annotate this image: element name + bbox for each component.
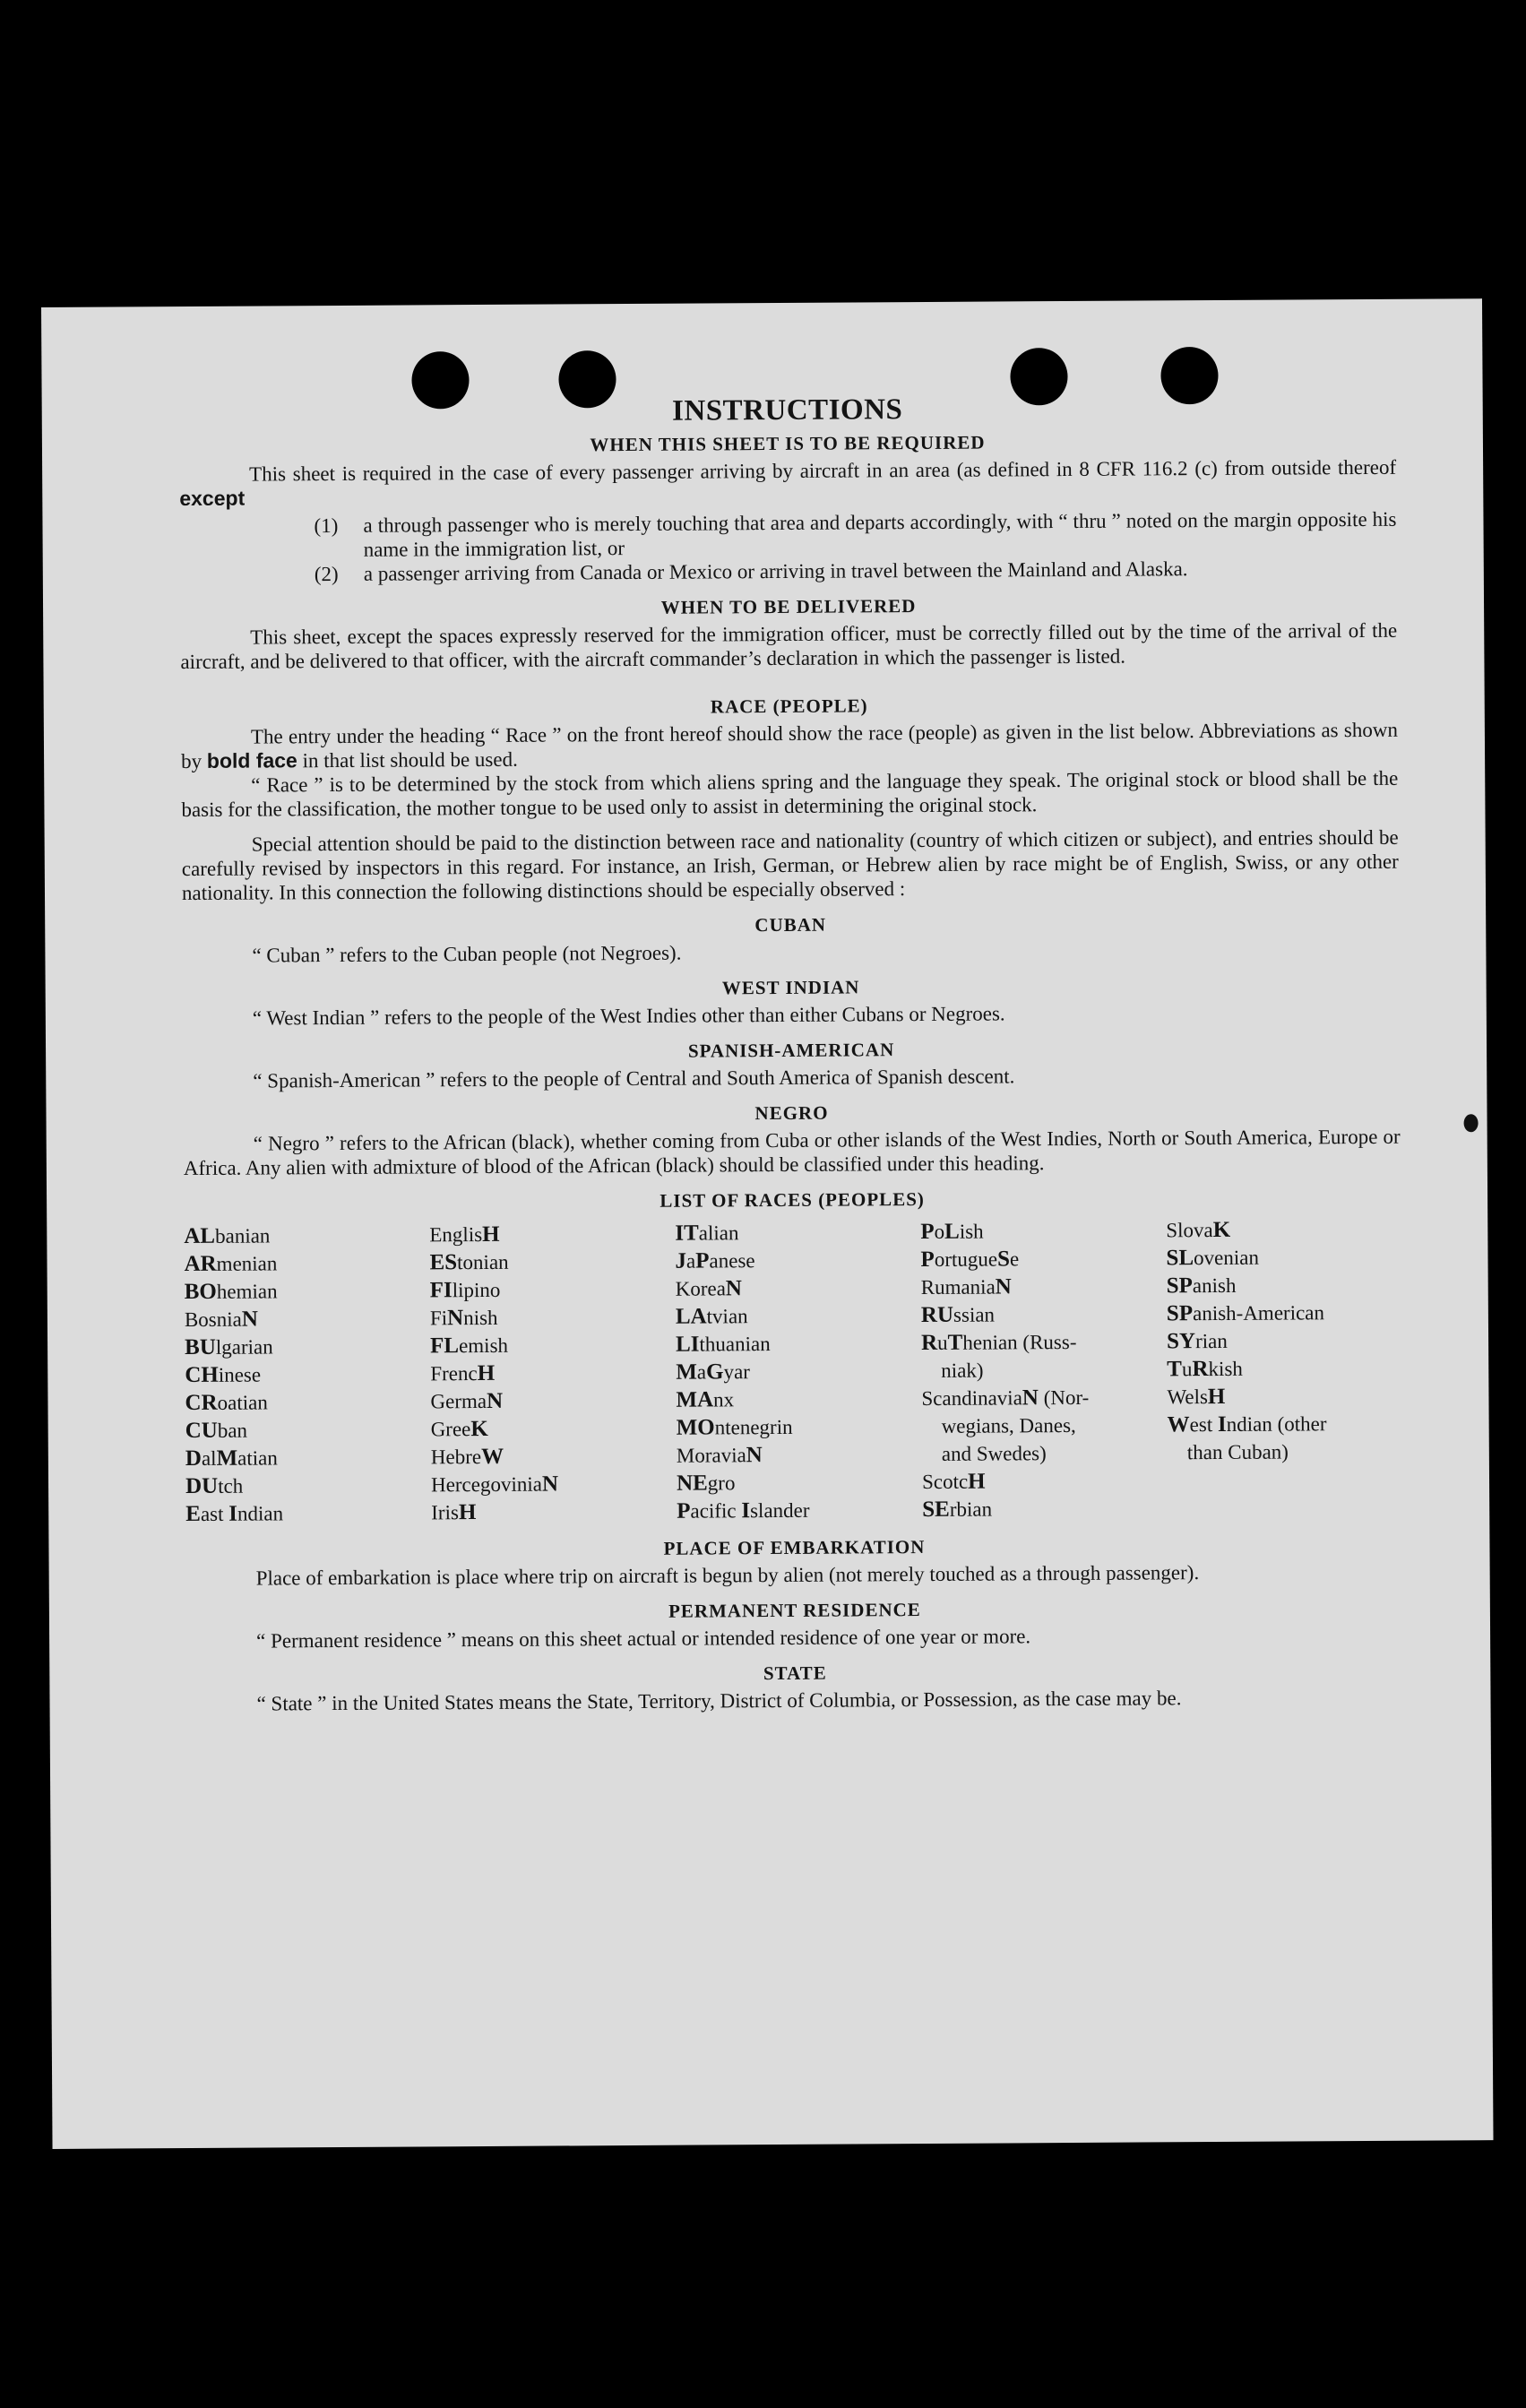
race-entry: ITalian: [675, 1221, 739, 1246]
race-column: [184, 1221, 420, 1528]
section-heading-west-indian: WEST INDIAN: [721, 976, 860, 999]
race-entry: DalMatian: [185, 1446, 278, 1472]
race-entry: HercegoviniaN: [430, 1472, 559, 1497]
race-entry: FIlipino: [429, 1278, 501, 1303]
race-entry: CUban: [185, 1418, 248, 1444]
race-paragraph-3: Special attention should be paid to the distinction between race and nationality (country of which citizen or subject), and entries should be carefully revised by inspectors in this regard. For instance, an Irish, German, or Hebrew alien by race might be of English, Swiss, or any other nationality. In this connection the following distinctions should be especially observed :: [181, 825, 1399, 905]
document-sheet: [41, 298, 1494, 2149]
race-entry: SPanish: [1166, 1273, 1237, 1299]
race-entry: JaPanese: [675, 1248, 755, 1273]
race-entry: RuThenian (Russ-: [920, 1330, 1077, 1356]
section-heading-race: RACE (PEOPLE): [710, 695, 868, 718]
when-required-intro: This sheet is required in the case of every passenger arriving by aircraft in an area (as defined in 8 CFR 116.2 (c) from outside thereof except: [179, 455, 1397, 511]
race-entry: IrisH: [431, 1500, 477, 1525]
cuban-text: “ Cuban ” refers to the Cuban people (not Negroes).: [252, 941, 682, 967]
race-entry: SPanish-American: [1166, 1301, 1325, 1326]
race-entry: BOhemian: [184, 1279, 278, 1305]
race-column: [1166, 1215, 1402, 1523]
ink-spot: [1464, 1114, 1479, 1132]
instructions-content: [179, 391, 1404, 1716]
race-entry: NEgro: [676, 1471, 736, 1496]
race-entry: LAtvian: [675, 1304, 748, 1329]
race-entry: Pacific Islander: [677, 1498, 810, 1523]
negro-text: “ Negro ” refers to the African (black), whether coming from Cuba or other islands of the West Indies, North or South America, Europe or Africa. Any alien with admixture of blood of the African (black) should be classified under this heading.: [183, 1125, 1401, 1180]
race-entry: RUssian: [920, 1302, 996, 1328]
section-heading-embarkation: PLACE OF EMBARKATION: [663, 1536, 926, 1559]
race-entry: KoreaN: [675, 1276, 743, 1301]
west-indian-text: “ West Indian ” refers to the people of the West Indies other than either Cubans or Negroes.: [252, 1002, 1005, 1030]
race-column: [920, 1216, 1157, 1523]
race-entry: GermaN: [430, 1388, 504, 1413]
race-entry: GreeK: [430, 1416, 488, 1442]
race-entry: SYrian: [1166, 1329, 1228, 1354]
race-entry: East Indian: [185, 1501, 284, 1527]
race-entry-continuation: and Swedes): [941, 1442, 1047, 1465]
race-entry: FiNnish: [429, 1306, 498, 1331]
race-entry: PoLish: [920, 1219, 984, 1245]
race-entry: BosniaN: [184, 1307, 258, 1332]
race-column: [675, 1218, 911, 1525]
race-entry: SLovenian: [1166, 1246, 1259, 1271]
race-entry: HebreW: [430, 1444, 504, 1470]
race-entry-continuation: than Cuban): [1186, 1440, 1289, 1464]
race-entry: West Indian (other: [1167, 1411, 1327, 1437]
section-heading-when-required: WHEN THIS SHEET IS TO BE REQUIRED: [590, 431, 986, 456]
exception-item: (2) a passenger arriving from Canada or Mexico or arriving in travel between the Mainland and Alaska.: [314, 557, 1188, 586]
race-entry-continuation: niak): [941, 1359, 984, 1382]
section-heading-cuban: CUBAN: [754, 913, 827, 936]
race-entry: ScotcH: [921, 1469, 986, 1494]
race-entry: SlovaK: [1166, 1217, 1231, 1243]
race-entry: ScandinaviaN (Nor-: [921, 1385, 1090, 1411]
spanish-american-text: “ Spanish-American ” refers to the people of Central and South America of Spanish descent.: [253, 1065, 1015, 1092]
section-heading-state: STATE: [763, 1661, 827, 1685]
section-heading-negro: NEGRO: [754, 1101, 829, 1125]
embarkation-text: Place of embarkation is place where trip on aircraft is begun by alien (not merely touched as a through passenger).: [255, 1561, 1200, 1590]
section-heading-list-of-races: LIST OF RACES (PEOPLES): [660, 1187, 925, 1212]
race-entry: ARmenian: [184, 1251, 278, 1277]
race-entry-continuation: wegians, Danes,: [941, 1413, 1076, 1437]
race-entry: SErbian: [922, 1497, 993, 1523]
race-entry: MAnx: [676, 1387, 735, 1412]
section-heading-spanish-american: SPANISH-AMERICAN: [687, 1039, 895, 1062]
race-paragraph-1: The entry under the heading “ Race ” on the front hereof should show the race (people) as given in the list below. Abbreviations as shown by bold face in that list should be used.: [181, 718, 1398, 773]
exception-item: (1) a through passenger who is merely touching that area and departs accordingly, with “ thru ” noted on the margin opposite his name in the immigration list, or: [314, 507, 1397, 561]
race-entry: FrencH: [430, 1360, 496, 1386]
race-entry: TuRkish: [1167, 1357, 1243, 1382]
race-entry: EStonian: [429, 1250, 509, 1275]
race-paragraph-2: “ Race ” is to be determined by the stock from which aliens spring and the language they speak. The original stock or blood shall be the basis for the classification, the mother tongue to be used only to assist in determining the original stock.: [181, 766, 1399, 822]
race-entry: WelsH: [1167, 1384, 1226, 1410]
permanent-residence-text: “ Permanent residence ” means on this sheet actual or intended residence of one year or more.: [256, 1625, 1031, 1653]
when-delivered-text: This sheet, except the spaces expressly reserved for the immigration officer, must be correctly filled out by the time of the arrival of the aircraft, and be delivered to that officer, with the aircraft commander’s declaration in which the passenger is listed.: [180, 618, 1398, 674]
race-column: [429, 1220, 666, 1527]
race-entry: EnglisH: [429, 1221, 500, 1247]
race-entry: PortugueSe: [920, 1247, 1020, 1273]
race-entry: BUlgarian: [185, 1334, 273, 1360]
race-entry: LIthuanian: [675, 1332, 771, 1357]
race-entry: MOntenegrin: [676, 1415, 793, 1440]
section-heading-when-delivered: WHEN TO BE DELIVERED: [660, 595, 917, 618]
state-text: “ State ” in the United States means the State, Territory, District of Columbia, or Possession, as the case may be.: [256, 1687, 1182, 1715]
race-entry: RumaniaN: [920, 1274, 1012, 1299]
races-list: [184, 1215, 1402, 1528]
race-entry: FLemish: [430, 1333, 509, 1359]
page-title: INSTRUCTIONS: [671, 393, 903, 427]
race-entry: CHinese: [185, 1362, 262, 1388]
race-entry: MaGyar: [676, 1359, 751, 1385]
race-entry: DUtch: [185, 1473, 244, 1499]
exception-list: [179, 507, 1396, 587]
section-heading-permanent-residence: PERMANENT RESIDENCE: [668, 1599, 921, 1622]
race-entry: MoraviaN: [676, 1443, 763, 1468]
race-entry: CRoatian: [185, 1390, 268, 1416]
race-entry: ALbanian: [184, 1223, 271, 1249]
